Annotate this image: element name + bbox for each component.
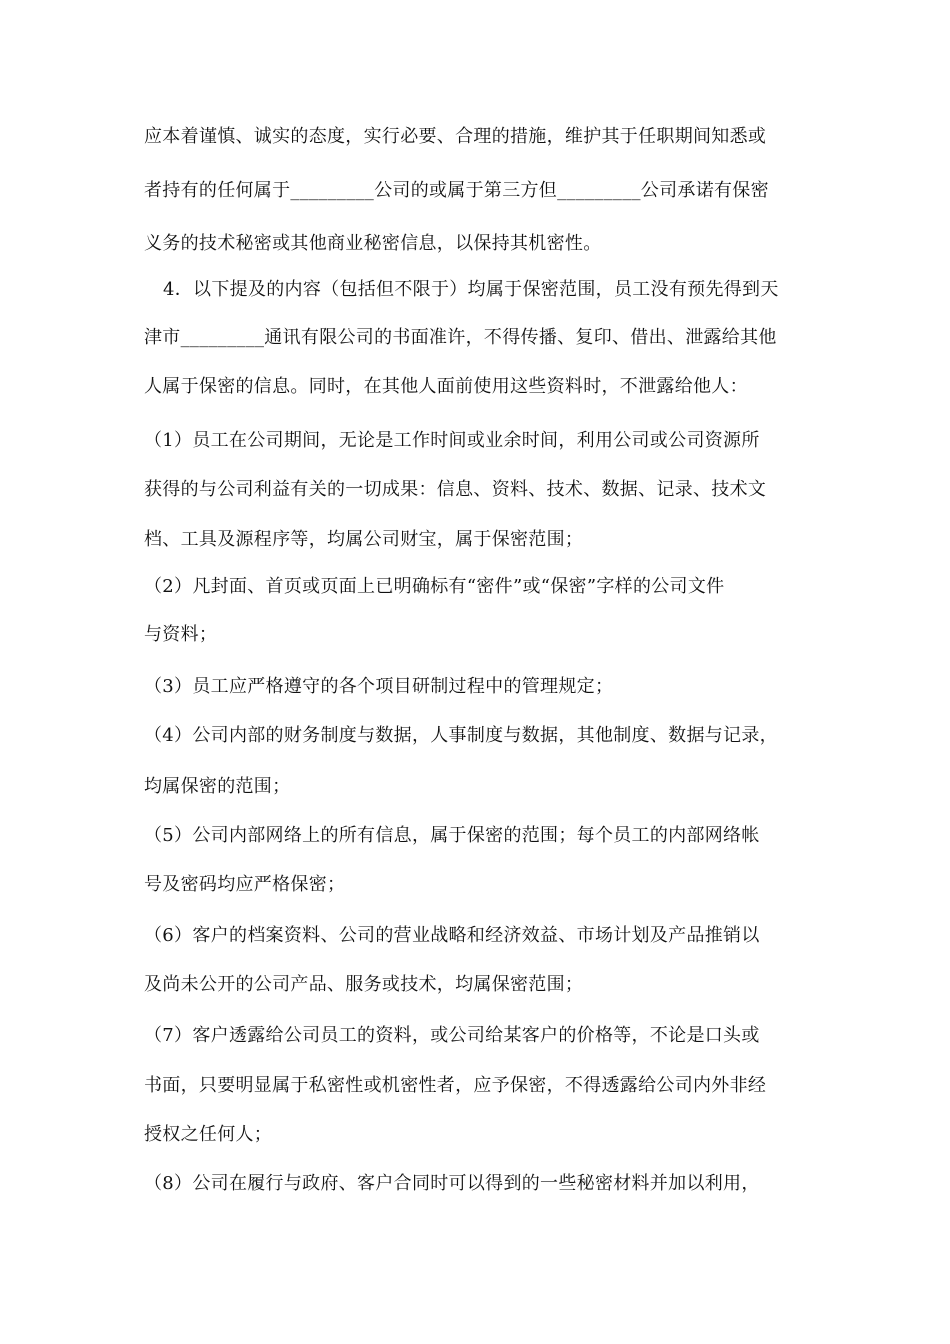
text-line: 者持有的任何属于_________公司的或属于第三方但_________公司承诺有保密	[144, 180, 769, 201]
text-line: 义务的技术秘密或其他商业秘密信息，以保持其机密性。	[144, 233, 602, 254]
text-line: 及尚未公开的公司产品、服务或技术，均属保密范围；	[144, 974, 584, 995]
text-line: 与资料；	[144, 624, 218, 645]
text-line: 均属保密的范围；	[144, 776, 291, 797]
text-line: （4）公司内部的财务制度与数据，人事制度与数据，其他制度、数据与记录，	[144, 725, 778, 746]
text-line: 应本着谨慎、诚实的态度，实行必要、合理的措施，维护其于任职期间知悉或	[144, 126, 767, 147]
text-line: 档、工具及源程序等，均属公司财宝，属于保密范围；	[144, 529, 584, 550]
text-line: 获得的与公司利益有关的一切成果：信息、资料、技术、数据、记录、技术文	[144, 479, 767, 500]
text-line: （2）凡封面、首页或页面上已明确标有“密件”或“保密”字样的公司文件	[144, 576, 725, 597]
text-line: 4．以下提及的内容（包括但不限于）均属于保密范围，员工没有预先得到天	[163, 279, 779, 300]
text-line: 津市_________通讯有限公司的书面准许，不得传播、复印、借出、泄露给其他	[144, 327, 777, 348]
text-line: （3）员工应严格遵守的各个项目研制过程中的管理规定；	[144, 676, 614, 697]
text-line: 人属于保密的信息。同时，在其他人面前使用这些资料时，不泄露给他人：	[144, 376, 748, 397]
text-line: （8）公司在履行与政府、客户合同时可以得到的一些秘密材料并加以利用，	[144, 1173, 760, 1194]
text-line: （5）公司内部网络上的所有信息，属于保密的范围；每个员工的内部网络帐	[144, 825, 760, 846]
text-line: （6）客户的档案资料、公司的营业战略和经济效益、市场计划及产品推销以	[144, 925, 760, 946]
text-line: （1）员工在公司期间，无论是工作时间或业余时间，利用公司或公司资源所	[144, 430, 760, 451]
text-line: 授权之任何人；	[144, 1124, 273, 1145]
text-line: 书面，只要明显属于私密性或机密性者，应予保密，不得透露给公司内外非经	[144, 1075, 767, 1096]
text-line: 号及密码均应严格保密；	[144, 874, 346, 895]
text-line: （7）客户透露给公司员工的资料，或公司给某客户的价格等，不论是口头或	[144, 1025, 760, 1046]
